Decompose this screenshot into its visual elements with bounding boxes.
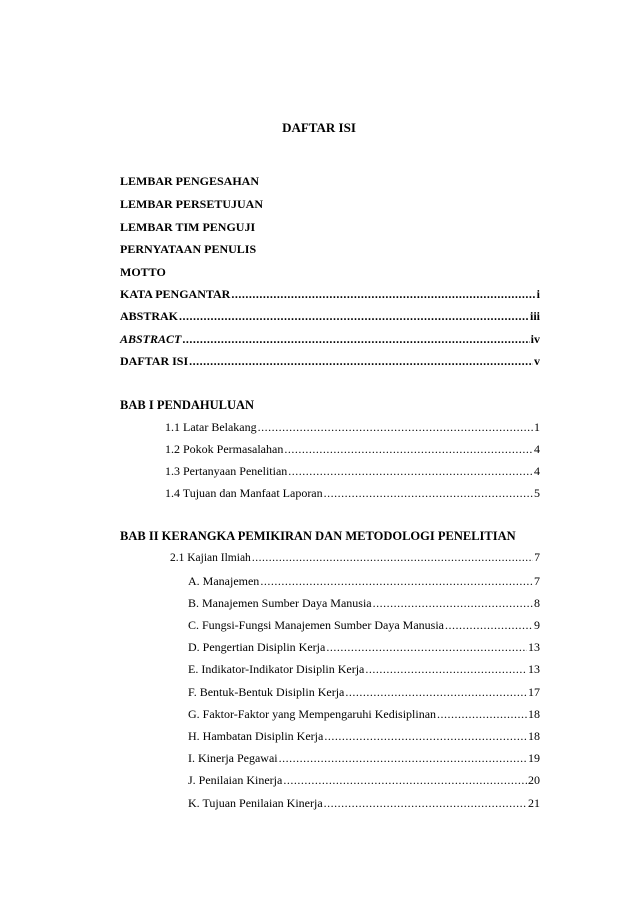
toc-entry <box>188 661 540 677</box>
toc-entry-label: E. Indikator-Indikator Disiplin Kerja <box>188 662 365 676</box>
toc-entry-label: F. Bentuk-Bentuk Disiplin Kerja <box>188 685 345 699</box>
toc-entry-page: 9 <box>534 618 540 632</box>
toc-entry-label: 1.1 Latar Belakang <box>165 420 257 434</box>
leader-dots <box>179 308 529 324</box>
leader-dots <box>324 728 527 744</box>
leader-dots <box>437 706 527 722</box>
toc-entry-label: G. Faktor-Faktor yang Mempengaruhi Kedisiplinan <box>188 707 437 721</box>
toc-entry-page: iv <box>530 332 540 346</box>
toc-entry-page: 21 <box>528 796 540 810</box>
toc-entry-page: 13 <box>528 640 540 654</box>
toc-entry-page: 1 <box>534 420 540 434</box>
toc-entry-page: 18 <box>528 729 540 743</box>
leader-dots <box>288 463 533 479</box>
toc-entry-label: 1.2 Pokok Permasalahan <box>165 442 284 456</box>
toc-entry <box>120 173 540 189</box>
toc-entry <box>165 441 540 457</box>
toc-entry-label: K. Tujuan Penilaian Kinerja <box>188 796 323 810</box>
toc-entry <box>120 264 540 280</box>
toc-entry-page: iii <box>529 309 540 323</box>
toc-entry <box>188 795 540 811</box>
toc-entry-label: LEMBAR PENGESAHAN <box>120 174 260 188</box>
leader-dots <box>252 550 533 566</box>
chapter-heading: BAB II KERANGKA PEMIKIRAN DAN METODOLOGI PENELITIAN <box>120 529 516 543</box>
toc-entry-page: 17 <box>528 685 540 699</box>
toc-entry <box>120 308 540 324</box>
toc-entry-page: v <box>534 354 540 368</box>
toc-entry-label: 1.4 Tujuan dan Manfaat Laporan <box>165 486 323 500</box>
toc-entry-label: D. Pengertian Disiplin Kerja <box>188 640 326 654</box>
toc-entry-label: LEMBAR PERSETUJUAN <box>120 197 264 211</box>
toc-entry <box>170 550 540 566</box>
leader-dots <box>189 353 533 369</box>
toc-entry-page: 4 <box>534 442 540 456</box>
toc-entry <box>188 706 540 722</box>
toc-entry-page: 20 <box>528 773 540 787</box>
toc-entry <box>165 463 540 479</box>
chapter-heading: BAB I PENDAHULUAN <box>120 398 255 412</box>
toc-entry <box>188 573 540 589</box>
leader-dots <box>324 795 527 811</box>
toc-entry-page: 8 <box>534 596 540 610</box>
toc-entry <box>120 286 540 302</box>
toc-entry-label: J. Penilaian Kinerja <box>188 773 283 787</box>
toc-entry-label: A. Manajemen <box>188 574 260 588</box>
toc-entry <box>188 728 540 744</box>
leader-dots <box>324 485 533 501</box>
leader-dots <box>365 661 527 677</box>
toc-entry-page: 7 <box>534 574 540 588</box>
toc-entry-label: KATA PENGANTAR <box>120 287 231 301</box>
toc-entry-page: 4 <box>534 464 540 478</box>
toc-entry <box>165 419 540 435</box>
toc-entry <box>188 772 540 788</box>
leader-dots <box>260 573 533 589</box>
toc-entry-label: DAFTAR ISI <box>120 354 189 368</box>
toc-entry <box>120 353 540 369</box>
toc-entry <box>120 241 540 257</box>
leader-dots <box>326 639 527 655</box>
toc-entry-label: PERNYATAAN PENULIS <box>120 242 257 256</box>
toc-entry-label: I. Kinerja Pegawai <box>188 751 278 765</box>
leader-dots <box>373 595 533 611</box>
toc-entry <box>188 617 540 633</box>
toc-entry-label: 1.3 Pertanyaan Penelitian <box>165 464 288 478</box>
toc-entry <box>188 684 540 700</box>
leader-dots <box>284 441 533 457</box>
toc-entry <box>188 639 540 655</box>
toc-entry-page: 19 <box>528 751 540 765</box>
page-title: DAFTAR ISI <box>282 120 356 135</box>
toc-entry-label: ABSTRACT <box>120 332 182 346</box>
toc-entry-page: 7 <box>534 552 540 564</box>
toc-entry <box>165 485 540 501</box>
toc-entry <box>188 750 540 766</box>
leader-dots <box>258 419 533 435</box>
toc-entry-label: ABSTRAK <box>120 309 179 323</box>
toc-entry <box>120 196 540 212</box>
leader-dots <box>279 750 527 766</box>
toc-entry <box>188 595 540 611</box>
toc-entry-label: C. Fungsi-Fungsi Manajemen Sumber Daya Manusia <box>188 618 444 632</box>
leader-dots <box>445 617 533 633</box>
toc-entry-label: H. Hambatan Disiplin Kerja <box>188 729 324 743</box>
toc-entry <box>120 331 540 347</box>
leader-dots <box>231 286 535 302</box>
toc-entry-label: MOTTO <box>120 265 166 279</box>
toc-entry-page: 5 <box>534 486 540 500</box>
toc-entry-page: i <box>536 287 540 301</box>
toc-entry-page: 18 <box>528 707 540 721</box>
leader-dots <box>283 772 527 788</box>
leader-dots <box>182 331 529 347</box>
toc-entry-label: B. Manajemen Sumber Daya Manusia <box>188 596 372 610</box>
leader-dots <box>345 684 527 700</box>
toc-entry-label: LEMBAR TIM PENGUJI <box>120 220 256 234</box>
toc-entry-label: 2.1 Kajian Ilmiah <box>170 552 251 564</box>
toc-entry <box>120 219 540 235</box>
toc-entry-page: 13 <box>528 662 540 676</box>
